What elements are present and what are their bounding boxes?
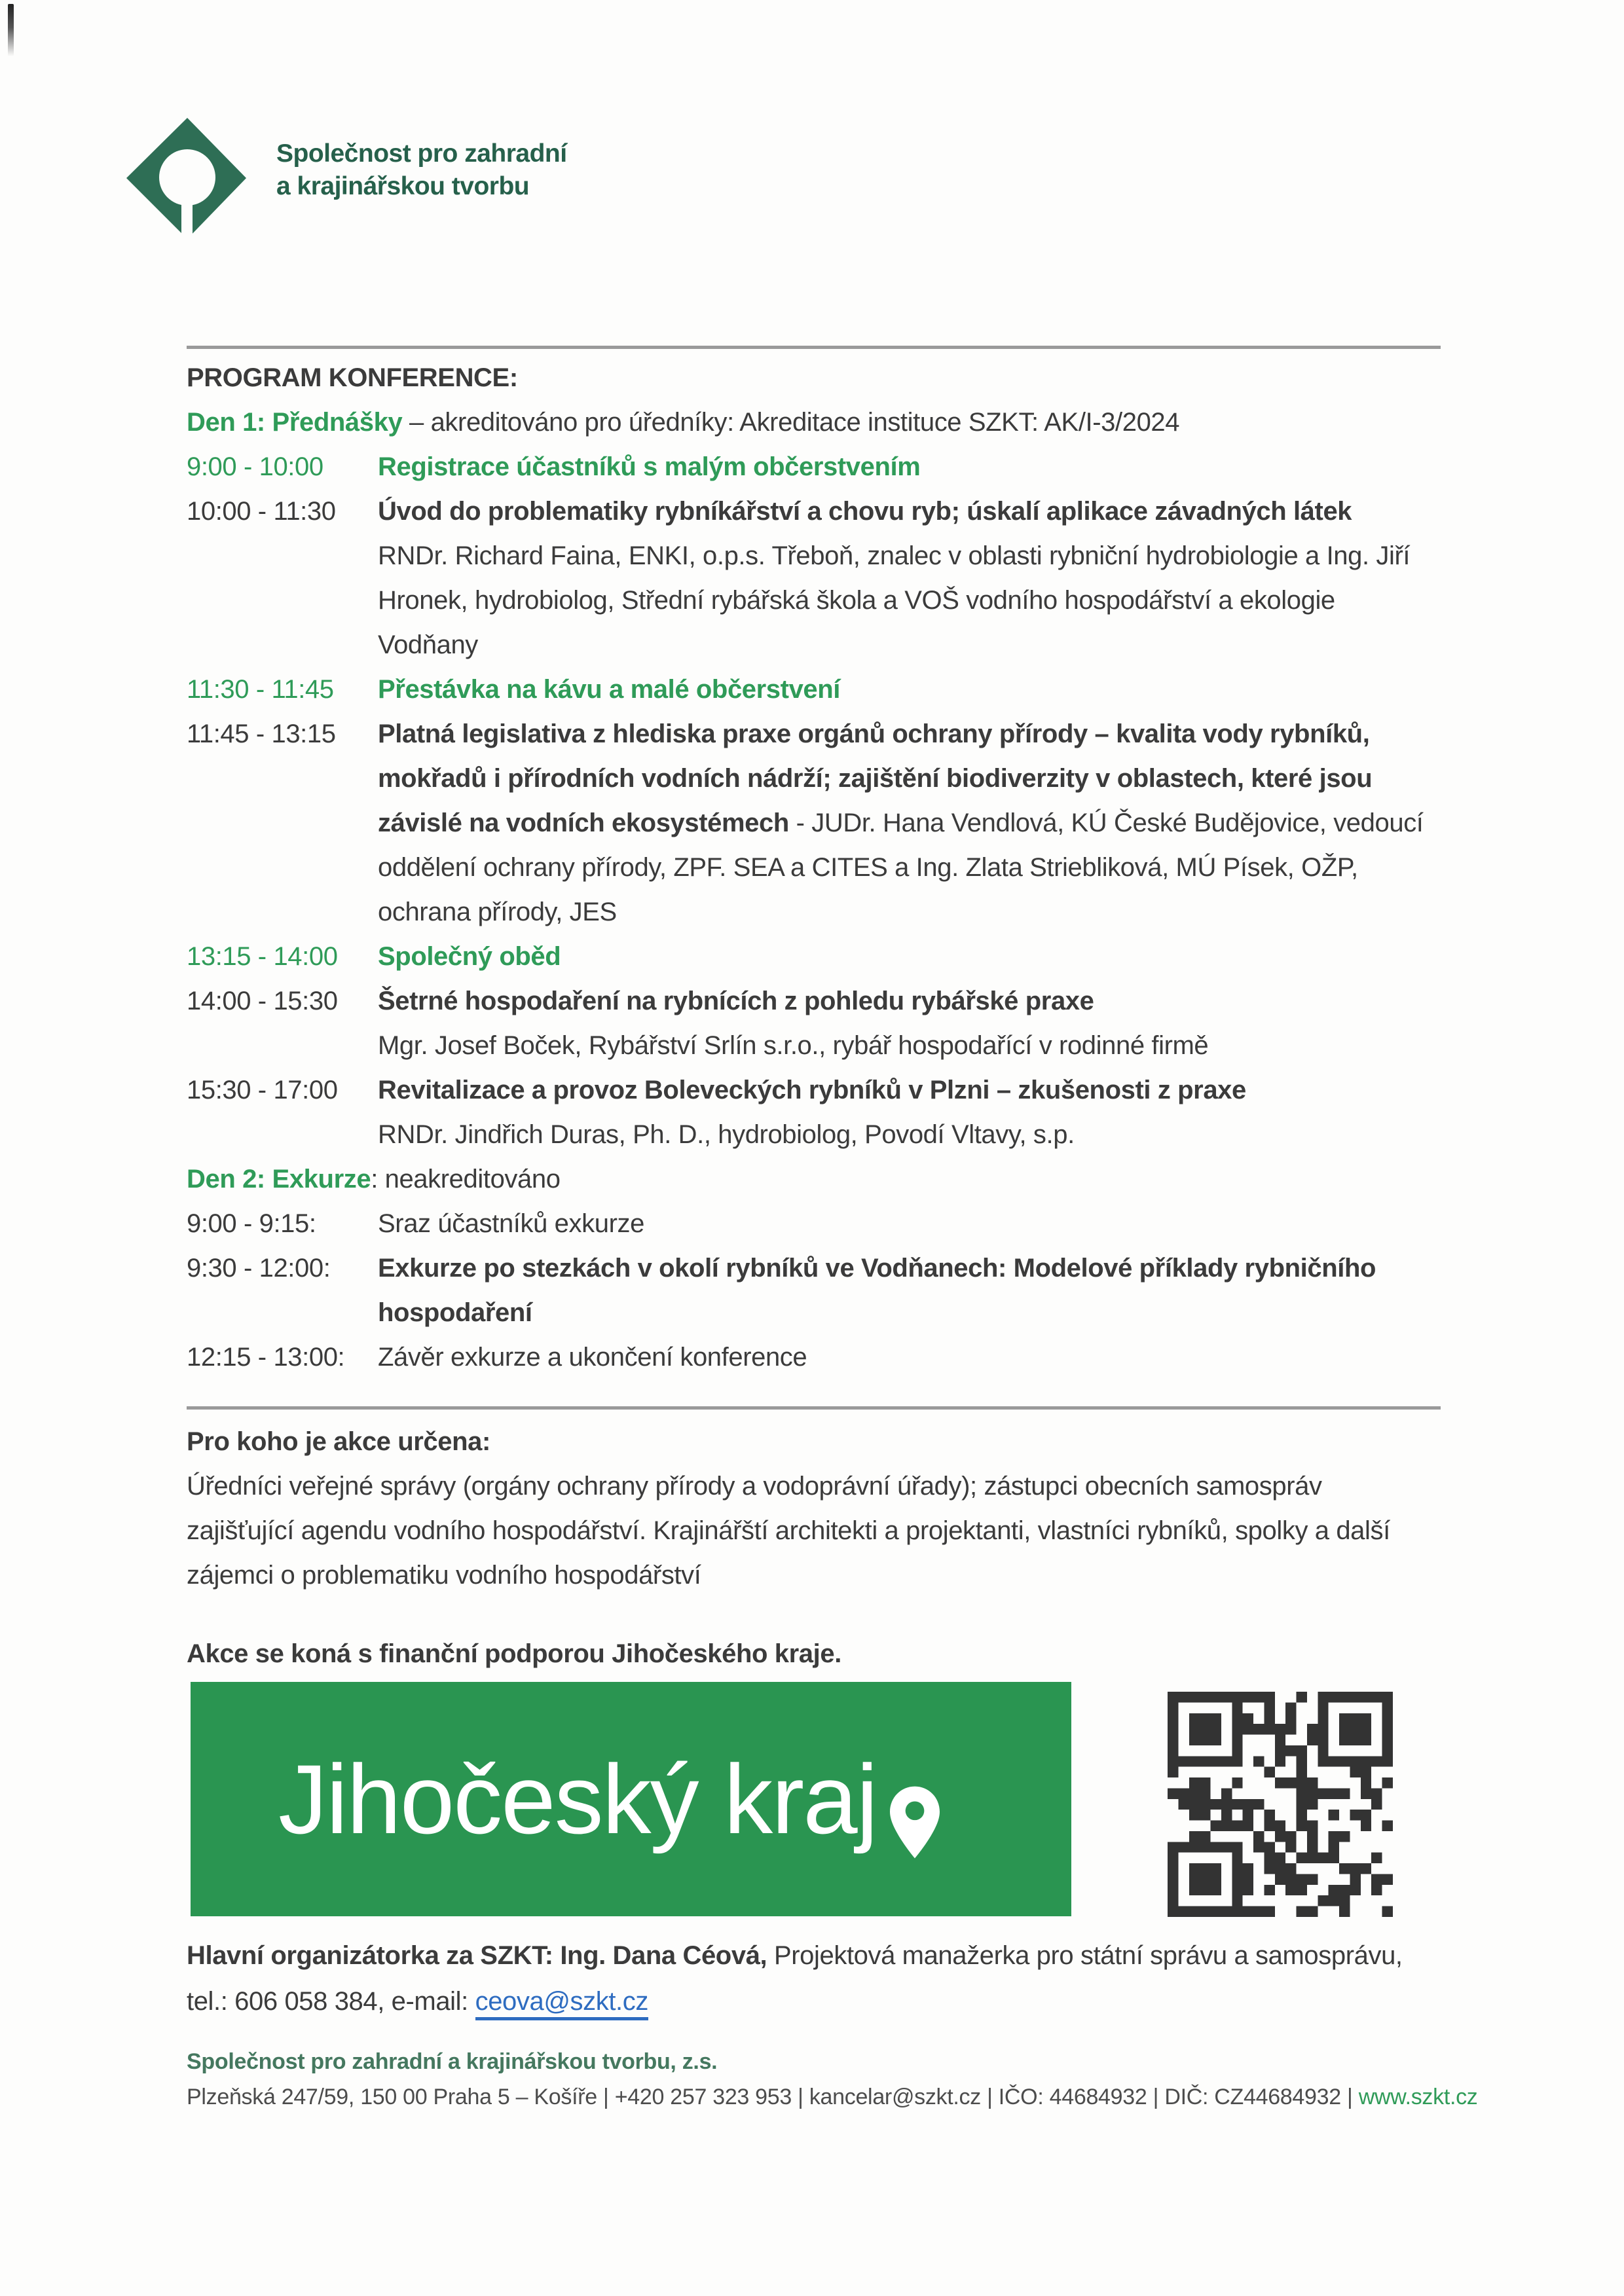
schedule-time: 11:30 - 11:45 (187, 675, 334, 704)
audience-heading: Pro koho je akce určena: (187, 1427, 490, 1456)
day1-label: Den 1: Přednášky (187, 408, 403, 437)
szkt-logo-text (276, 117, 567, 241)
schedule-row (187, 1201, 1434, 1246)
schedule-row (187, 1246, 1434, 1335)
session-speakers: RNDr. Richard Faina, ENKI, o.p.s. Třeboň, znalec v oblasti rybniční hydrobiologie a Ing. Jiří Hronek, hydrobiolog, Střední rybářská škola a VOŠ vodního hospodářství a ekologie Vodňany (378, 541, 1411, 659)
session-title: Revitalizace a provoz Boleveckých rybníků v Plzni – zkušenosti z praxe (378, 1076, 1246, 1104)
day1-suffix: – akreditováno pro úředníky: Akreditace instituce SZKT: AK/I-3/2024 (402, 408, 1180, 437)
schedule-row (187, 489, 1434, 667)
schedule-row (187, 712, 1434, 934)
session-title: Šetrné hospodaření na rybnících z pohledu rybářské praxe (378, 987, 1094, 1015)
program-heading: PROGRAM KONFERENCE: (187, 363, 518, 392)
schedule-time: 15:30 - 17:00 (187, 1076, 338, 1104)
schedule-time: 14:00 - 15:30 (187, 987, 338, 1015)
schedule-row (187, 979, 1434, 1068)
schedule-time: 9:00 - 10:00 (187, 452, 323, 481)
audience-body: Úředníci veřejné správy (orgány ochrany přírody a vodoprávní úřady); zástupci obecních samospráv zajišťující agendu vodního hospodářství. Krajinářští architekti a projektanti, vlastníci rybníků, spolky a další zájemci o problematiku vodního hospodářství (187, 1472, 1390, 1590)
divider-bottom (187, 1406, 1441, 1410)
session-title: Platná legislativa z hlediska praxe orgánů ochrany přírody – kvalita vody rybníků, mokřadů i přírodních vodních nádrží; zajištění biodiverzity v oblastech, které jsou závislé na vodních ekosystémech (378, 720, 1373, 837)
schedule-time: 13:15 - 14:00 (187, 942, 338, 971)
organizer-role: Projektová manažerka pro státní správu a samosprávu, tel.: 606 058 384, e-mail: (187, 1941, 1403, 2016)
session-title: Společný oběd (378, 942, 561, 971)
program-section (187, 355, 1434, 1379)
day2-suffix: : neakreditováno (371, 1165, 561, 1194)
schedule-row (187, 445, 1434, 489)
contact-section (187, 1933, 1428, 2024)
divider-top (187, 346, 1441, 349)
schedule-time: 9:00 - 9:15: (187, 1209, 316, 1238)
schedule-time: 11:45 - 13:15 (187, 720, 336, 748)
email-link[interactable]: ceova@szkt.cz (475, 1987, 648, 2020)
organizer-name: Hlavní organizátorka za SZKT: Ing. Dana Céová, (187, 1941, 767, 1970)
day2-label: Den 2: Exkurze (187, 1165, 371, 1194)
szkt-logo-icon (124, 117, 248, 241)
session-speakers: RNDr. Jindřich Duras, Ph. D., hydrobiolog, Povodí Vltavy, s.p. (378, 1120, 1075, 1149)
session-title: Úvod do problematiky rybníkářství a chovu ryb; úskalí aplikace závadných látek (378, 497, 1352, 526)
session-speakers: Mgr. Josef Boček, Rybářství Srlín s.r.o., rybář hospodařící v rodinné firmě (378, 1031, 1209, 1060)
schedule-row (187, 1335, 1434, 1379)
logo-line-2: a krajinářskou tvorbu (276, 172, 530, 200)
logo-line-1: Společnost pro zahradní (276, 139, 567, 168)
footer-address-text: Plzeňská 247/59, 150 00 Praha 5 – Košíře | +420 257 323 953 | kancelar@szkt.cz | IČO: 44684932 | DIČ: CZ44684932 | (187, 2085, 1359, 2109)
footer-website: www.szkt.cz (1358, 2085, 1478, 2109)
szkt-logo (124, 117, 567, 241)
schedule-time: 10:00 - 11:30 (187, 497, 336, 526)
map-pin-icon (890, 1786, 940, 1870)
day1-line (187, 400, 1434, 445)
schedule-row (187, 667, 1434, 712)
session-title: Exkurze po stezkách v okolí rybníků ve Vodňanech: Modelové příklady rybničního hospodaření (378, 1254, 1376, 1327)
session-title: Registrace účastníků s malým občerstvením (378, 452, 921, 481)
jihocesky-kraj-logo-text: Jihočeský kraj (278, 1743, 877, 1854)
schedule-row (187, 934, 1434, 979)
audience-section (187, 1419, 1424, 1597)
footer-address (187, 2085, 1478, 2110)
support-statement: Akce se koná s finanční podporou Jihočeského kraje. (187, 1639, 841, 1668)
session-title: Přestávka na kávu a malé občerstvení (378, 675, 841, 704)
session-title: Závěr exkurze a ukončení konference (378, 1343, 807, 1372)
session-speakers: - JUDr. Hana Vendlová, KÚ České Budějovice, vedoucí oddělení ochrany přírody, ZPF. SEA a CITES a Ing. Zlata Striebliková, MÚ Písek, OŽP, ochrana přírody, JES (378, 809, 1424, 926)
scan-artifact (8, 4, 14, 56)
jihocesky-kraj-banner (191, 1682, 1071, 1916)
schedule-time: 9:30 - 12:00: (187, 1254, 331, 1283)
schedule-time: 12:15 - 13:00: (187, 1343, 345, 1372)
qr-code (1166, 1692, 1395, 1917)
session-title: Sraz účastníků exkurze (378, 1209, 644, 1238)
schedule-row (187, 1068, 1434, 1157)
day2-line (187, 1157, 1434, 1201)
footer-organization: Společnost pro zahradní a krajinářskou tvorbu, z.s. (187, 2049, 718, 2074)
